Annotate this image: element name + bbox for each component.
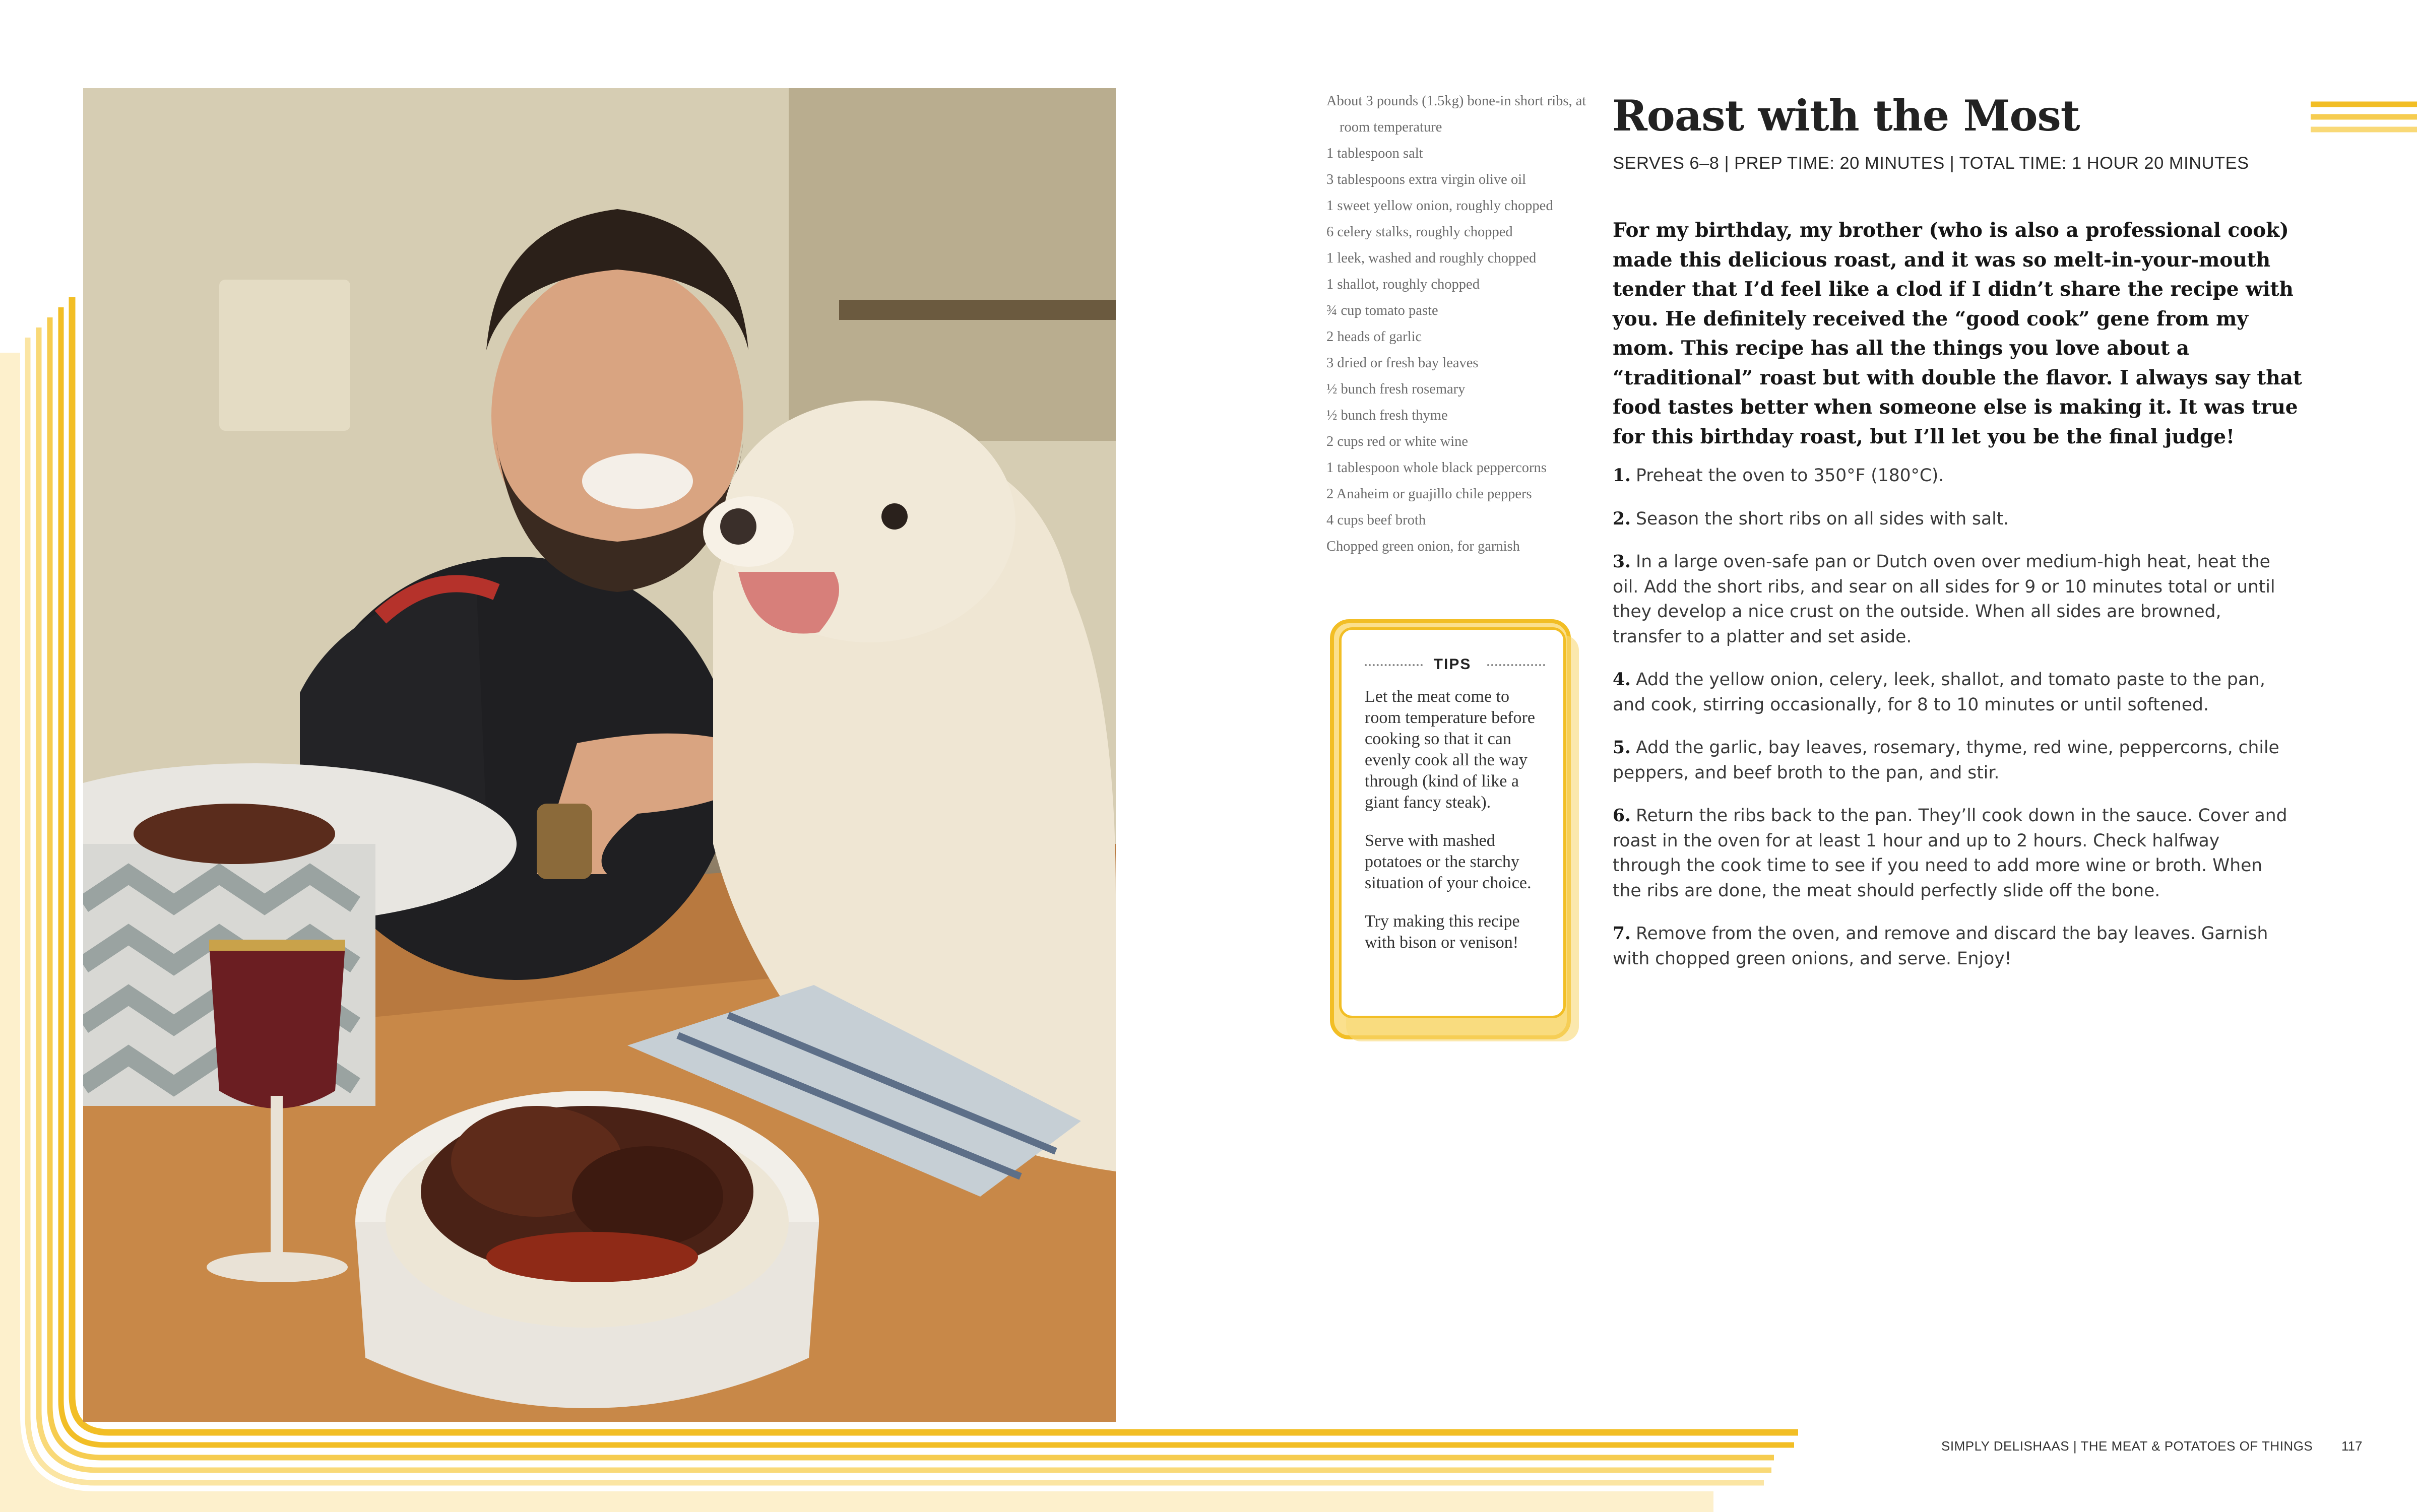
- ingredient-item: About 3 pounds (1.5kg) bone-in short ribs, at room temperature: [1326, 93, 1586, 135]
- ingredient-item: ½ bunch fresh rosemary: [1326, 381, 1466, 397]
- tips-title: TIPS: [1433, 656, 1472, 673]
- step-number: 5.: [1613, 738, 1631, 758]
- recipe-intro: For my birthday, my brother (who is also a professional cook) made this delicious roast, and it was so melt-in-your-mouth tender that I’d feel like a clod if I didn’t share the recipe with you. He definitely received the “good cook” gene from my mom. This recipe has all the things you love about a “traditional” roast but with double the flavor. I always say that food tastes better when someone else is making it. It was true for this birthday roast, but I’ll let you be the final judge!: [1613, 219, 2302, 448]
- step-item: [1613, 464, 2288, 489]
- step-item: [1613, 736, 2288, 785]
- ingredient-item: ¾ cup tomato paste: [1326, 303, 1438, 318]
- ingredient-item: 1 tablespoon whole black peppercorns: [1326, 460, 1547, 476]
- tip-item: Try making this recipe with bison or venison!: [1365, 912, 1520, 952]
- step-item: [1613, 804, 2288, 903]
- step-text: Return the ribs back to the pan. They’ll cook down in the sauce. Cover and roast in the oven for at least 1 hour and up to 2 hours. Check halfway through the cook time to see if you need to add more wine or broth. When the ribs are done, the meat should perfectly slide off the bone.: [1613, 806, 2287, 901]
- step-number: 2.: [1613, 508, 1631, 529]
- step-text: In a large oven-safe pan or Dutch oven over medium-high heat, heat the oil. Add the short ribs, and sear on all sides for 9 or 10 minutes total or until they develop a nice crust on the outside. When all sides are browned, transfer to a platter and set aside.: [1613, 552, 2275, 647]
- step-item: [1613, 922, 2288, 971]
- running-head: SIMPLY DELISHAAS | THE MEAT & POTATOES OF THINGS: [1941, 1438, 2313, 1454]
- step-number: 3.: [1613, 552, 1631, 572]
- step-number: 7.: [1613, 924, 1631, 944]
- ingredient-item: 1 leek, washed and roughly chopped: [1326, 250, 1537, 266]
- step-number: 6.: [1613, 806, 1631, 826]
- tip-item: Serve with mashed potatoes or the starchy situation of your choice.: [1365, 831, 1532, 892]
- step-item: [1613, 550, 2288, 649]
- recipe-title: Roast with the Most: [1612, 91, 2080, 141]
- step-text: Remove from the oven, and remove and discard the bay leaves. Garnish with chopped green onions, and serve. Enjoy!: [1613, 924, 2268, 969]
- tips-box: [1339, 627, 1566, 1018]
- step-text: Season the short ribs on all sides with salt.: [1636, 508, 2009, 529]
- tips-body: [1365, 686, 1546, 970]
- recipe-meta: SERVES 6–8 | PREP TIME: 20 MINUTES | TOTAL TIME: 1 HOUR 20 MINUTES: [1613, 154, 2249, 173]
- photo-illustration: [83, 88, 1116, 1422]
- ingredient-item: 1 sweet yellow onion, roughly chopped: [1326, 198, 1553, 214]
- ingredient-item: 1 tablespoon salt: [1326, 146, 1423, 161]
- ingredient-item: 6 celery stalks, roughly chopped: [1326, 224, 1513, 240]
- ingredient-list: [1326, 88, 1588, 560]
- step-text: Add the garlic, bay leaves, rosemary, thyme, red wine, peppercorns, chile peppers, and beef broth to the pan, and stir.: [1613, 738, 2279, 783]
- ingredient-item: 2 cups red or white wine: [1326, 434, 1468, 449]
- recipe-photo: [83, 88, 1116, 1422]
- ingredient-item: Chopped green onion, for garnish: [1326, 539, 1520, 554]
- ingredient-item: 2 Anaheim or guajillo chile peppers: [1326, 486, 1532, 502]
- method-steps: [1613, 464, 2288, 990]
- step-text: Add the yellow onion, celery, leek, shallot, and tomato paste to the pan, and cook, stirring occasionally, for 8 to 10 minutes or until softened.: [1613, 670, 2265, 715]
- ingredient-item: 4 cups beef broth: [1326, 512, 1426, 528]
- ingredient-item: 3 dried or fresh bay leaves: [1326, 355, 1479, 371]
- tip-item: Let the meat come to room temperature before cooking so that it can evenly cook all the way through (kind of like a giant fancy steak).: [1365, 687, 1535, 812]
- page-number: 117: [2341, 1438, 2363, 1454]
- ingredient-item: 1 shallot, roughly chopped: [1326, 277, 1480, 292]
- step-item: [1613, 507, 2288, 532]
- step-number: 4.: [1613, 670, 1631, 690]
- ingredient-item: 3 tablespoons extra virgin olive oil: [1326, 172, 1526, 187]
- step-text: Preheat the oven to 350°F (180°C).: [1636, 466, 1944, 486]
- step-number: 1.: [1613, 466, 1631, 486]
- tips-rule-right: [1487, 664, 1545, 666]
- step-item: [1613, 668, 2288, 717]
- ingredient-item: ½ bunch fresh thyme: [1326, 408, 1448, 423]
- ingredient-item: 2 heads of garlic: [1326, 329, 1422, 345]
